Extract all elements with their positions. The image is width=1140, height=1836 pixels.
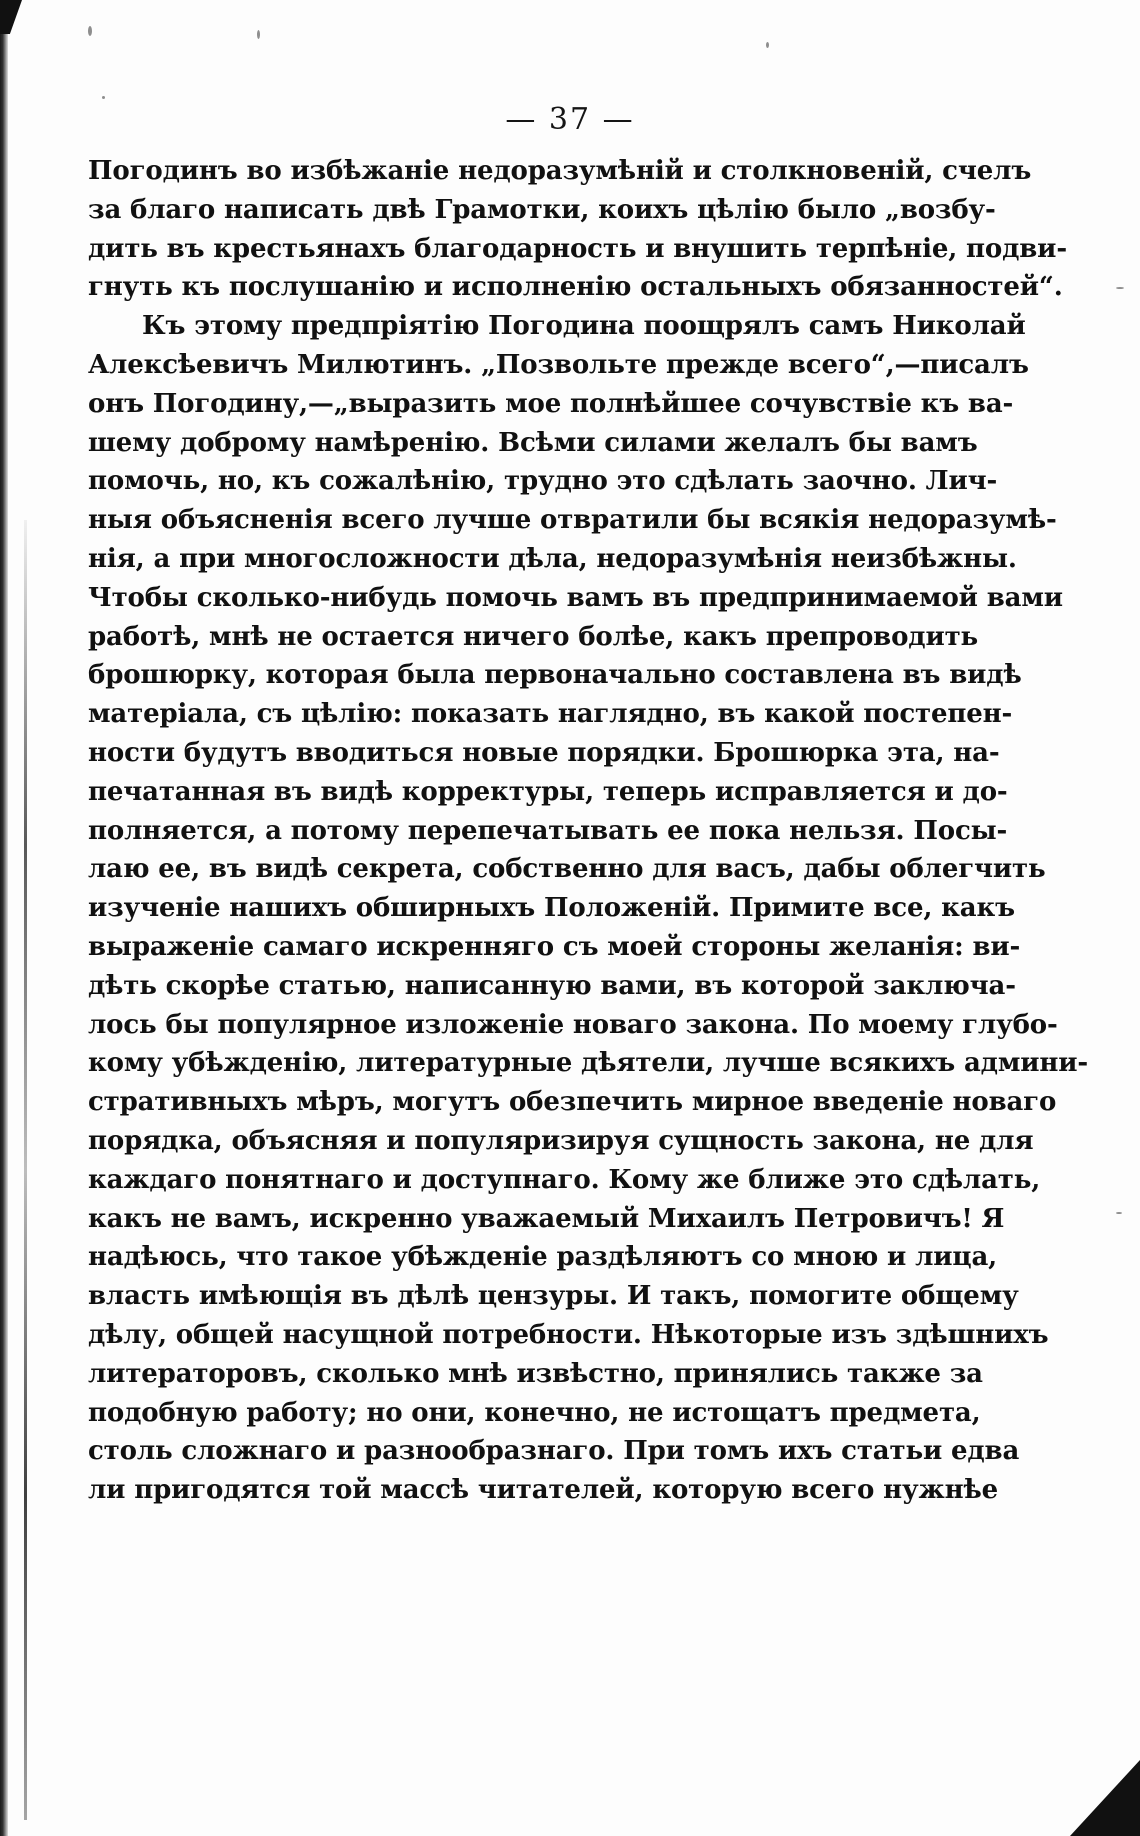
text-line: ности будутъ вводиться новые порядки. Брошюрка эта, на- (88, 737, 1000, 768)
text-line: какъ не вамъ, искренно уважаемый Михаилъ Петровичъ! Я (88, 1203, 1005, 1234)
text-line: власть имѣющія въ дѣлѣ цензуры. И такъ, помогите общему (88, 1281, 1019, 1312)
scan-speck (1116, 287, 1124, 289)
text-line: лось бы популярное изложеніе новаго закона. По моему глубо- (88, 1009, 1058, 1040)
text-line: Чтобы сколько-нибудь помочь вамъ въ предпринимаемой вами (88, 582, 1063, 613)
text-line: лаю ее, въ видѣ секрета, собственно для васъ, дабы облегчить (88, 854, 1046, 885)
scan-corner-mark-top-left (0, 0, 22, 34)
page-number: — 37 — (505, 102, 635, 137)
text-line: нія, а при многосложности дѣла, недоразумѣнія неизбѣжны. (88, 543, 1017, 574)
text-line: ли пригодятся той массѣ читателей, которую всего нужнѣе (88, 1475, 998, 1506)
text-line: литераторовъ, сколько мнѣ извѣстно, принялись также за (88, 1358, 983, 1389)
scan-speck (102, 96, 105, 99)
text-line: шему доброму намѣренію. Всѣми силами желалъ бы вамъ (88, 427, 978, 458)
text-line: Погодинъ во избѣжаніе недоразумѣній и столкновеній, счелъ (88, 156, 1032, 186)
scan-speck (88, 26, 92, 36)
text-line: онъ Погодину,—„выразить мое полнѣйшее сочувствіе къ ва- (88, 388, 1014, 419)
scan-speck (257, 30, 260, 39)
text-line: полняется, а потому перепечатывать ее пока нельзя. Посы- (88, 815, 1008, 846)
text-line: брошюрку, которая была первоначально составлена въ видѣ (88, 660, 1022, 691)
scan-left-edge-shadow (0, 0, 8, 1836)
text-line: изученіе нашихъ обширныхъ Положеній. Примите все, какъ (88, 893, 1015, 924)
text-line: каждаго понятнаго и доступнаго. Кому же ближе это сдѣлать, (88, 1164, 1041, 1195)
text-line: Къ этому предпріятію Погодина поощрялъ самъ Николай (142, 311, 1026, 342)
text-line: гнуть къ послушанію и исполненію остальныхъ обязанностей“. (88, 272, 1063, 303)
scan-speck (766, 42, 769, 48)
text-line: дѣть скорѣе статью, написанную вами, въ которой заключа- (88, 970, 1016, 1001)
text-line: печатанная въ видѣ корректуры, теперь исправляется и до- (88, 776, 1008, 807)
text-line: стративныхъ мѣръ, могутъ обезпечить мирное введеніе новаго (88, 1087, 1057, 1118)
page-text (88, 152, 1089, 1510)
scan-corner-mark-bottom-right (1070, 1760, 1140, 1836)
text-line: Алексѣевичъ Милютинъ. „Позвольте прежде всего“,—писалъ (88, 349, 1029, 380)
text-line: за благо написать двѣ Грамотки, коихъ цѣлію было „возбу- (88, 194, 996, 225)
paragraph-milyutin-letter (88, 307, 1089, 1510)
text-line: кому убѣжденію, литературные дѣятели, лучше всякихъ админи- (88, 1048, 1089, 1079)
text-line: порядка, объясняя и популяризируя сущность закона, не для (88, 1125, 1034, 1156)
scan-speck (1116, 1212, 1122, 1214)
text-line: ныя объясненія всего лучше отвратили бы всякія недоразумѣ- (88, 505, 1057, 536)
text-line: выраженіе самаго искренняго съ моей стороны желанія: ви- (88, 931, 1021, 962)
text-line: подобную работу; но они, конечно, не истощатъ предмета, (88, 1397, 981, 1428)
text-line: работѣ, мнѣ не остается ничего болѣе, какъ препроводить (88, 621, 979, 652)
text-line: матеріала, съ цѣлію: показать наглядно, въ какой постепен- (88, 699, 1013, 730)
text-line: столь сложнаго и разнообразнаго. При томъ ихъ статьи едва (88, 1436, 1020, 1467)
text-line: дѣлу, общей насущной потребности. Нѣкоторые изъ здѣшнихъ (88, 1319, 1049, 1350)
scan-margin-line (24, 520, 27, 1820)
text-line: надѣюсь, что такое убѣжденіе раздѣляютъ со мною и лица, (88, 1242, 998, 1273)
paragraph-intro (88, 152, 1067, 307)
text-line: помочь, но, къ сожалѣнію, трудно это сдѣлать заочно. Лич- (88, 466, 998, 497)
text-line: дить въ крестьянахъ благодарность и внушить терпѣніе, подви- (88, 233, 1067, 264)
